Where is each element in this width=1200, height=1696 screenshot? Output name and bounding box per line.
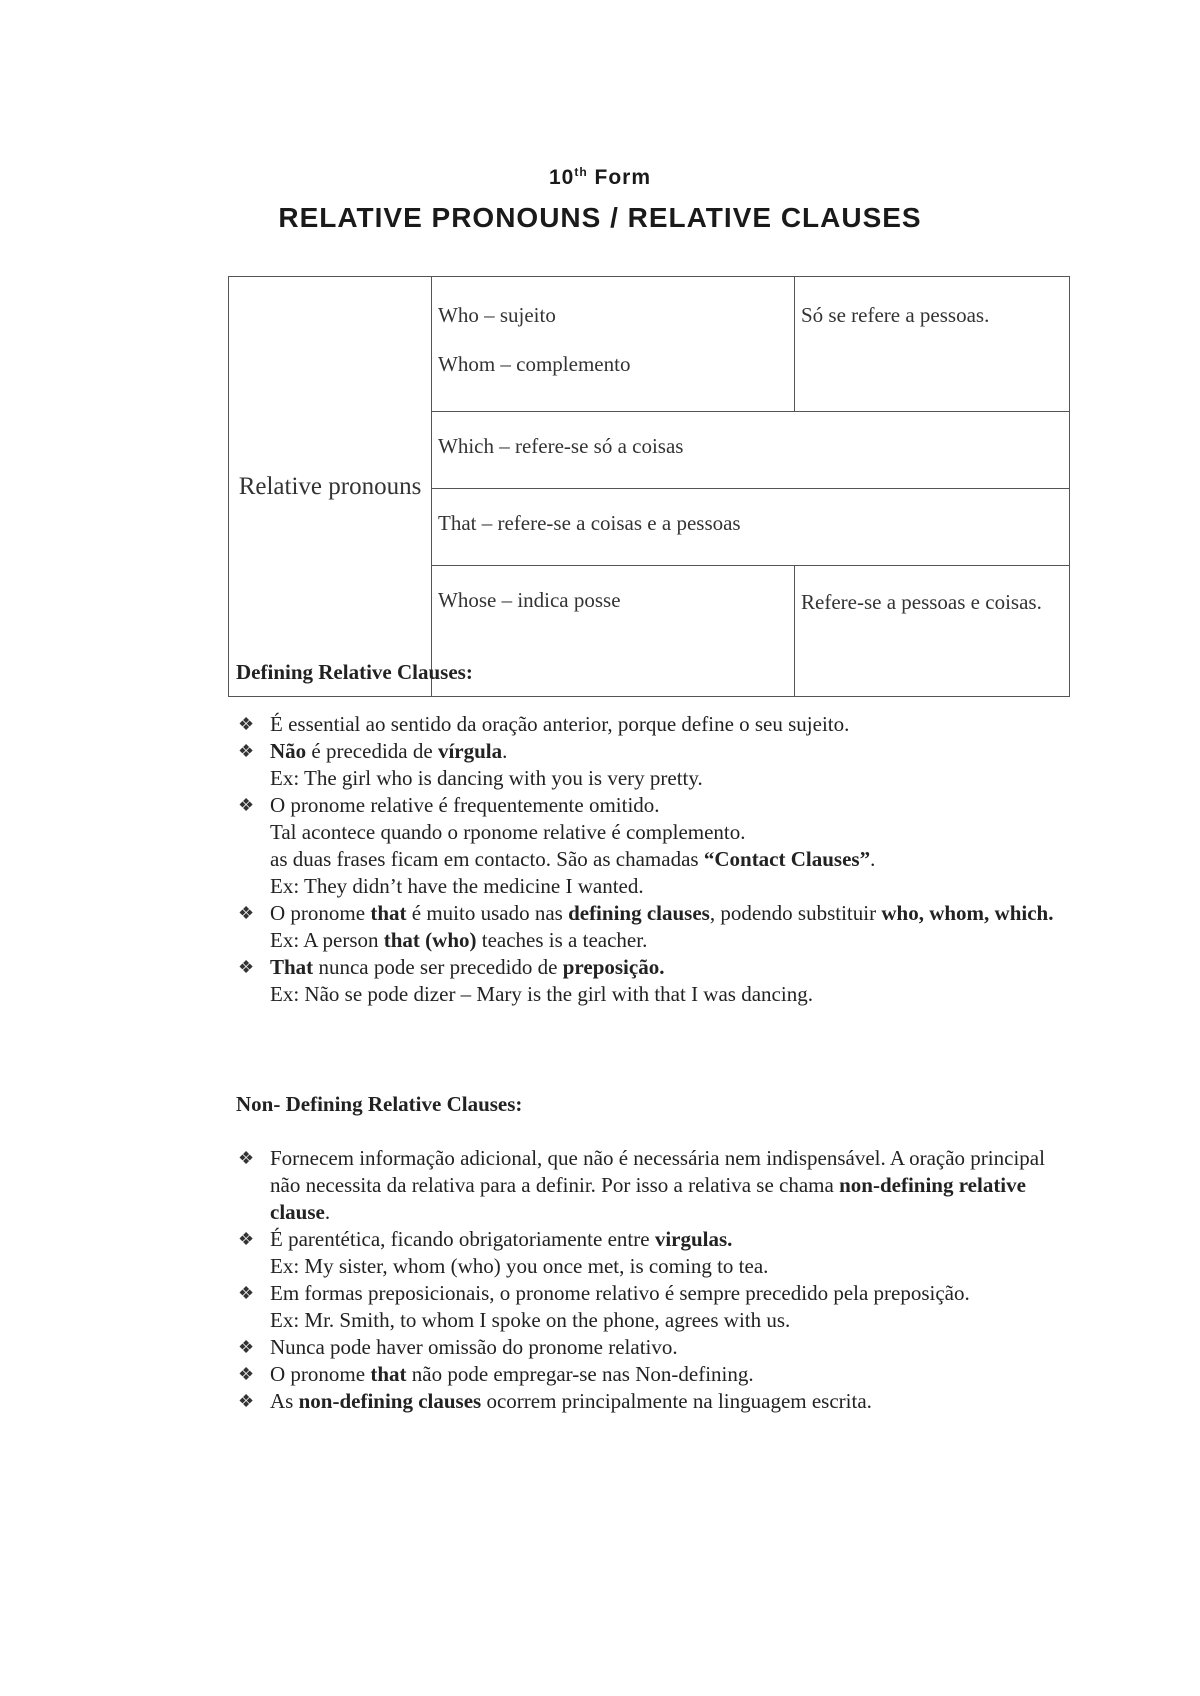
example-text: Ex: The girl who is dancing with you is very pretty. — [270, 766, 703, 790]
example-text: Ex: Não se pode dizer – Mary is the girl with that I was dancing. — [270, 982, 813, 1006]
diamond-bullet-icon: ❖ — [238, 1337, 255, 1357]
diamond-bullet-icon: ❖ — [238, 1229, 255, 1249]
list-item: ❖ Em formas preposicionais, o pronome relativo é sempre precedido pela preposição. Ex: Mr. Smith, to whom I spoke on the phone, agrees with us. — [236, 1280, 1066, 1334]
defining-section — [236, 660, 1066, 1008]
diamond-bullet-icon: ❖ — [238, 1364, 255, 1384]
cell-which: Which – refere-se só a coisas — [432, 412, 1070, 489]
list-item: ❖ O pronome that não pode empregar-se nas Non-defining. — [238, 1362, 754, 1386]
cell-who-note: Só se refere a pessoas. — [795, 277, 1070, 412]
example-text: Ex: A person that (who) teaches is a teacher. — [270, 928, 648, 952]
non-defining-heading: Non- Defining Relative Clauses: — [236, 1092, 523, 1116]
defining-heading: Defining Relative Clauses: — [236, 660, 473, 684]
cell-that: That – refere-se a coisas e a pessoas — [432, 489, 1070, 566]
list-item: ❖ É essential ao sentido da oração anterior, porque define o seu sujeito. — [238, 712, 850, 736]
cell-who-whom — [432, 277, 795, 412]
non-defining-list — [236, 1145, 1066, 1415]
diamond-bullet-icon: ❖ — [238, 1148, 255, 1168]
diamond-bullet-icon: ❖ — [238, 714, 255, 734]
list-item: ❖ Fornecem informação adicional, que não é necessária nem indispensável. A oração principal não necessita da relativa para a definir. Por isso a relativa se chama non-defining relative clause. — [238, 1146, 1045, 1224]
non-defining-section — [236, 1092, 1066, 1415]
row-header-relative-pronouns: Relative pronouns — [229, 277, 432, 697]
list-item: ❖ Não é precedida de vírgula. Ex: The girl who is dancing with you is very pretty. — [236, 738, 1066, 792]
relative-pronouns-table — [228, 276, 1070, 697]
form-suffix: th — [574, 165, 588, 179]
cell-whose-note: Refere-se a pessoas e coisas. — [795, 566, 1070, 697]
list-item: ❖ O pronome relative é frequentemente omitido. Tal acontece quando o rponome relative é complemento. as duas frases ficam em contacto. São as chamadas “Contact Clauses”. Ex: They didn’t have the medicine I wanted. — [236, 792, 1066, 900]
defining-list — [236, 711, 1066, 1008]
example-text: Ex: Mr. Smith, to whom I spoke on the phone, agrees with us. — [270, 1308, 791, 1332]
diamond-bullet-icon: ❖ — [238, 957, 255, 977]
form-word: Form — [594, 166, 652, 189]
who-text: Who – sujeito — [438, 303, 556, 327]
list-item: ❖ As non-defining clauses ocorrem principalmente na linguagem escrita. — [238, 1389, 872, 1413]
diamond-bullet-icon: ❖ — [238, 741, 255, 761]
cell-whose: Whose – indica posse — [432, 566, 795, 697]
list-item: ❖ Nunca pode haver omissão do pronome relativo. — [238, 1335, 678, 1359]
form-level — [0, 166, 1200, 190]
list-item: ❖ O pronome that é muito usado nas defining clauses, podendo substituir who, whom, which. Ex: A person that (who) teaches is a teacher. — [236, 900, 1066, 954]
diamond-bullet-icon: ❖ — [238, 795, 255, 815]
diamond-bullet-icon: ❖ — [238, 1391, 255, 1411]
page-title: RELATIVE PRONOUNS / RELATIVE CLAUSES — [278, 202, 922, 233]
form-number: 10 — [548, 166, 575, 189]
list-item: ❖ É parentética, ficando obrigatoriamente entre virgulas. Ex: My sister, whom (who) you once met, is coming to tea. — [236, 1226, 1066, 1280]
diamond-bullet-icon: ❖ — [238, 1283, 255, 1303]
example-text: Ex: They didn’t have the medicine I wanted. — [270, 874, 644, 898]
list-item: ❖ That nunca pode ser precedido de preposição. Ex: Não se pode dizer – Mary is the girl with that I was dancing. — [236, 954, 1066, 1008]
diamond-bullet-icon: ❖ — [238, 903, 255, 923]
example-text: Ex: My sister, whom (who) you once met, is coming to tea. — [270, 1254, 769, 1278]
whom-text: Whom – complemento — [438, 352, 631, 376]
